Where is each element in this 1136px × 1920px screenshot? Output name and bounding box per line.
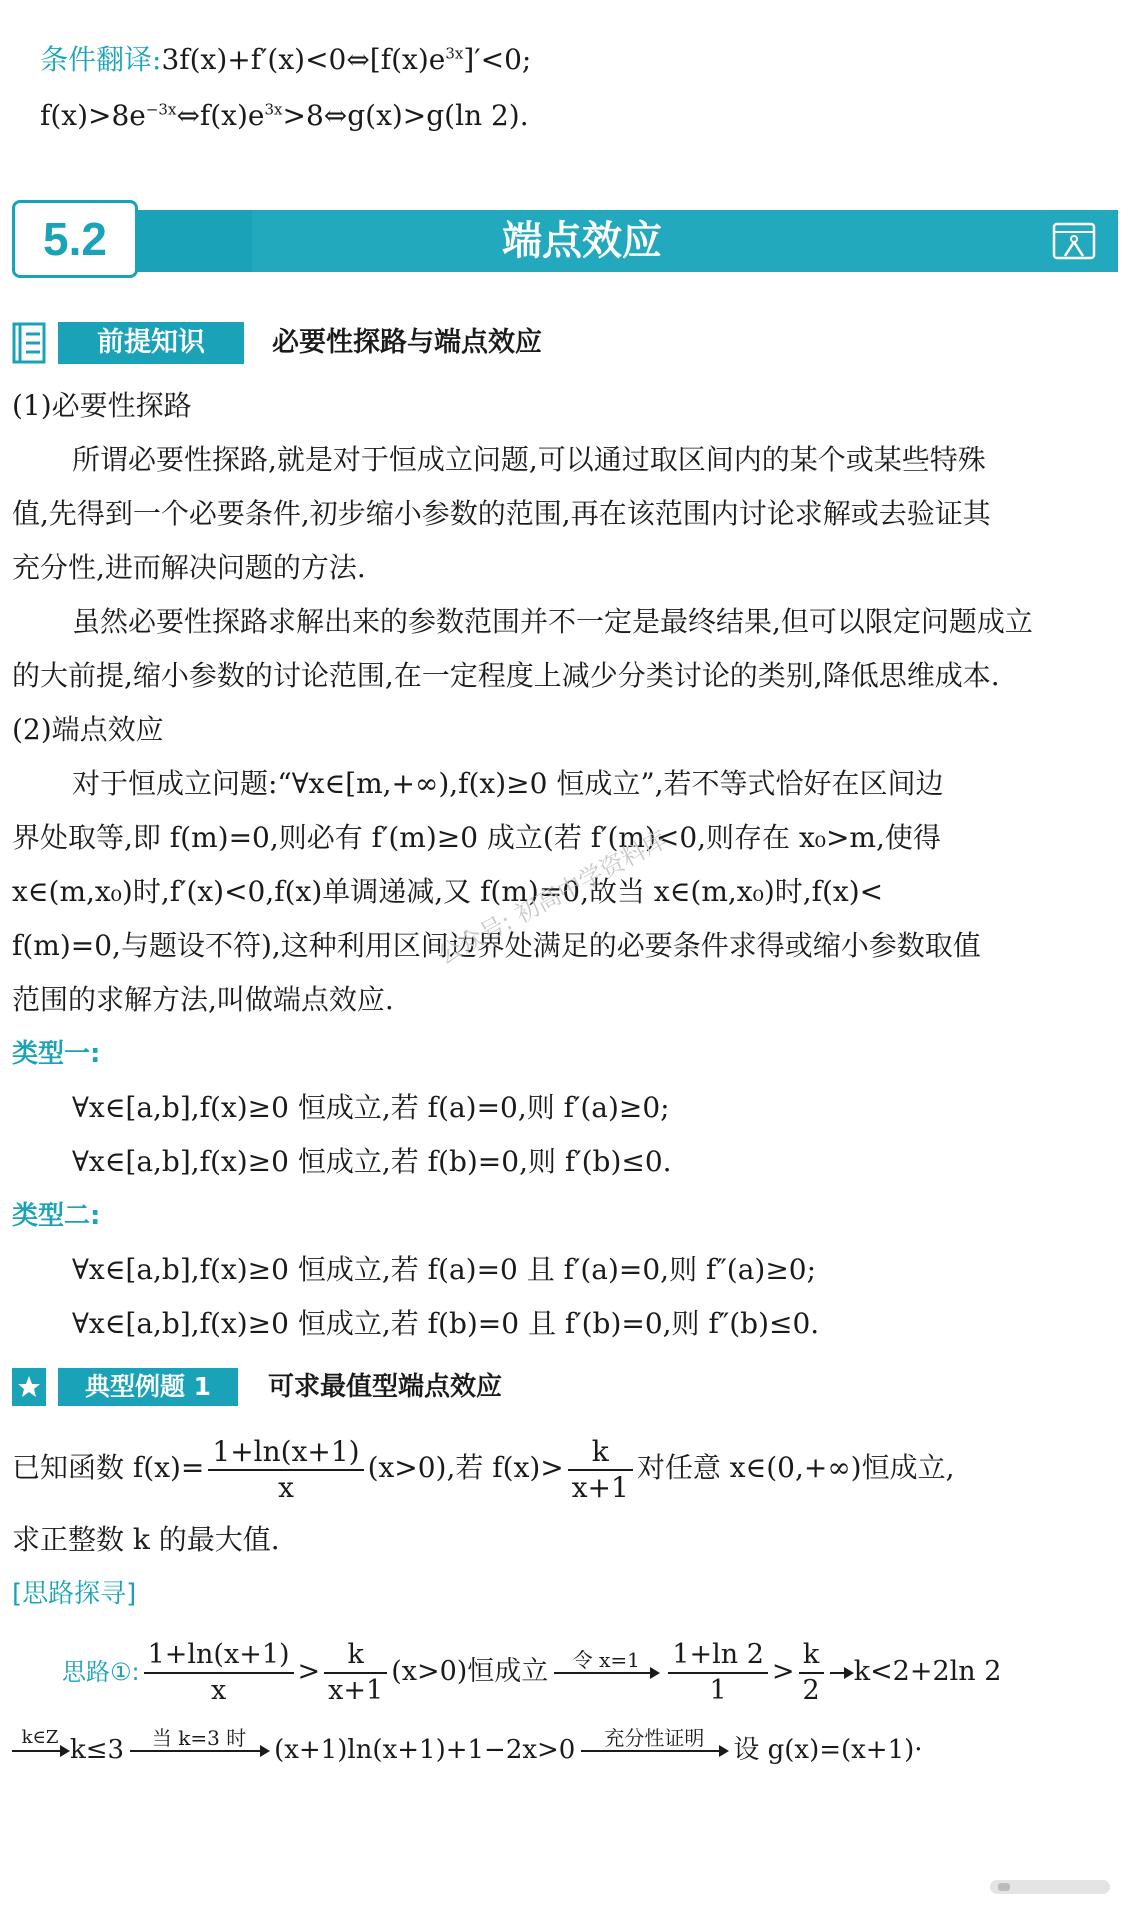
question-middle: (x>0),若 f(x)> [367,1451,564,1484]
para-3-line-4: f(m)=0,与题设不符),这种利用区间边界处满足的必要条件求得或缩小参数取值 [12,929,981,962]
idea-fraction-2-den: x+1 [328,1674,384,1706]
idea-fraction-2-num: k [324,1638,387,1674]
reason-arrow-0-label: k∈Z [21,1727,59,1748]
scroll-indicator[interactable] [990,1880,1110,1894]
translation-part-c: >8⇔g(x)>g(ln 2). [282,99,529,132]
para-1-line-1: 所谓必要性探路,就是对于恒成立问题,可以通过取区间内的某个或某些特殊 [72,443,986,476]
para-3-line-2: 界处取等,即 f(m)=0,则必有 f′(m)≥0 成立(若 f′(m)<0,则存在 x₀>m,使得 [12,821,941,854]
example-tag [58,1368,238,1406]
para-3-line-5: 范围的求解方法,叫做端点效应. [12,983,394,1016]
idea-arrow-1-label: 令 x=1 [572,1647,640,1672]
idea-fraction-1 [144,1638,294,1708]
question-fraction-2-num: k [568,1435,633,1471]
reason-arrow-1-label: 当 k=3 时 [151,1726,247,1750]
condition-tail: ]′<0; [463,43,532,76]
prereq-tag [58,322,244,364]
type-1-rule-b: ∀x∈[a,b],f(x)≥0 恒成立,若 f(b)=0,则 f′(b)≤0. [72,1145,672,1178]
reason-arrow-2-label: 充分性证明 [604,1726,705,1750]
idea-fraction-3-den: 1 [709,1674,727,1706]
list-icon [12,322,46,364]
para-2-line-2: 的大前提,缩小参数的讨论范围,在一定程度上减少分类讨论的类别,降低思维成本. [12,659,1000,692]
section-number-box [12,200,138,278]
section-title: 端点效应 [502,218,662,264]
compass-icon [1052,222,1096,262]
section-header [12,200,1118,282]
reason-part-b: (x+1)ln(x+1)+1−2x>0 [274,1735,576,1765]
translation-part-a: f(x)>8e [40,99,146,132]
heading-necessity: (1)必要性探路 [12,389,192,422]
reason-arrow-1 [130,1726,268,1776]
question-line-1 [12,1430,955,1506]
para-2-line-1: 虽然必要性探路求解出来的参数范围并不一定是最终结果,但可以限定问题成立 [72,605,1033,638]
reason-arrow-0 [12,1726,68,1776]
idea-fraction-3 [668,1638,768,1708]
idea-middle: (x>0)恒成立 [391,1656,549,1687]
translation-exp-2: 3x [264,100,283,119]
question-fraction-1-den: x [278,1470,294,1504]
example-tag-label: 典型例题 1 [84,1372,212,1401]
think-label: [思路探寻] [12,1579,137,1609]
question-fraction-1-num: 1+ln(x+1) [208,1435,363,1471]
question-fraction-2-den: x+1 [571,1470,629,1504]
star-icon [12,1368,46,1406]
reason-part-c: 设 g(x)=(x+1)· [733,1735,923,1765]
idea-arrow-1 [554,1648,658,1698]
section-number: 5.2 [43,213,107,265]
idea-fraction-4 [799,1638,824,1708]
question-prefix: 已知函数 f(x)= [12,1451,205,1484]
idea-line-1 [12,1632,1001,1712]
para-3-line-1: 对于恒成立问题:“∀x∈[m,+∞),f(x)≥0 恒成立”,若不等式恰好在区间边 [72,767,944,800]
reason-part-a: k≤3 [70,1735,125,1765]
question-postfix: 对任意 x∈(0,+∞)恒成立, [636,1451,955,1484]
translation-exp-1: −3x [145,100,177,119]
translation-part-b: ⇔f(x)e [176,99,265,132]
para-1-line-3: 充分性,进而解决问题的方法. [12,551,366,584]
idea-fraction-1-den: x [210,1674,227,1706]
idea-fraction-1-num: 1+ln(x+1) [144,1638,294,1674]
type-2-rule-b: ∀x∈[a,b],f(x)≥0 恒成立,若 f(b)=0 且 f′(b)=0,则 f″(b)≤0. [72,1307,820,1340]
question-fraction-2 [568,1435,633,1505]
translation-line-2 [40,96,529,136]
idea-tail: k<2+2ln 2 [853,1656,1002,1687]
condition-label: 条件翻译: [40,43,162,76]
idea-fraction-4-num: k [799,1638,824,1674]
idea-label: 思路①: [62,1658,140,1686]
question-fraction-1 [208,1435,363,1505]
condition-expr: 3f(x)+f′(x)<0⇔[f(x)e [161,43,446,76]
watermark: 公众号: 初高中学资料库 [432,825,672,971]
type-2-rule-a: ∀x∈[a,b],f(x)≥0 恒成立,若 f(a)=0 且 f′(a)=0,则 f″(a)≥0; [72,1253,817,1286]
reason-arrow-2 [581,1726,727,1776]
heading-endpoint: (2)端点效应 [12,713,164,746]
idea-gt-2: > [771,1656,795,1687]
prereq-tag-label: 前提知识 [97,327,205,358]
type-1-label: 类型一: [12,1039,101,1069]
type-1-rule-a: ∀x∈[a,b],f(x)≥0 恒成立,若 f(a)=0,则 f′(a)≥0; [72,1091,670,1124]
idea-fraction-4-den: 2 [802,1674,820,1706]
question-line-2: 求正整数 k 的最大值. [12,1523,280,1556]
condition-line [40,40,531,80]
idea-arrow-2 [830,1672,852,1674]
example-title: 可求最值型端点效应 [268,1372,503,1402]
idea-gt-1: > [297,1656,321,1687]
type-2-label: 类型二: [12,1201,101,1231]
idea-fraction-2 [324,1638,387,1708]
para-1-line-2: 值,先得到一个必要条件,初步缩小参数的范围,再在该范围内讨论求解或去验证其 [12,497,991,530]
idea-line-2 [12,1718,923,1782]
prereq-title: 必要性探路与端点效应 [272,327,542,358]
condition-exp: 3x [445,44,464,63]
para-3-line-3: x∈(m,x₀)时,f′(x)<0,f(x)单调递减,又 f(m)=0,故当 x∈(m,x₀)时,f(x)< [12,875,884,908]
idea-fraction-3-num: 1+ln 2 [668,1638,768,1674]
